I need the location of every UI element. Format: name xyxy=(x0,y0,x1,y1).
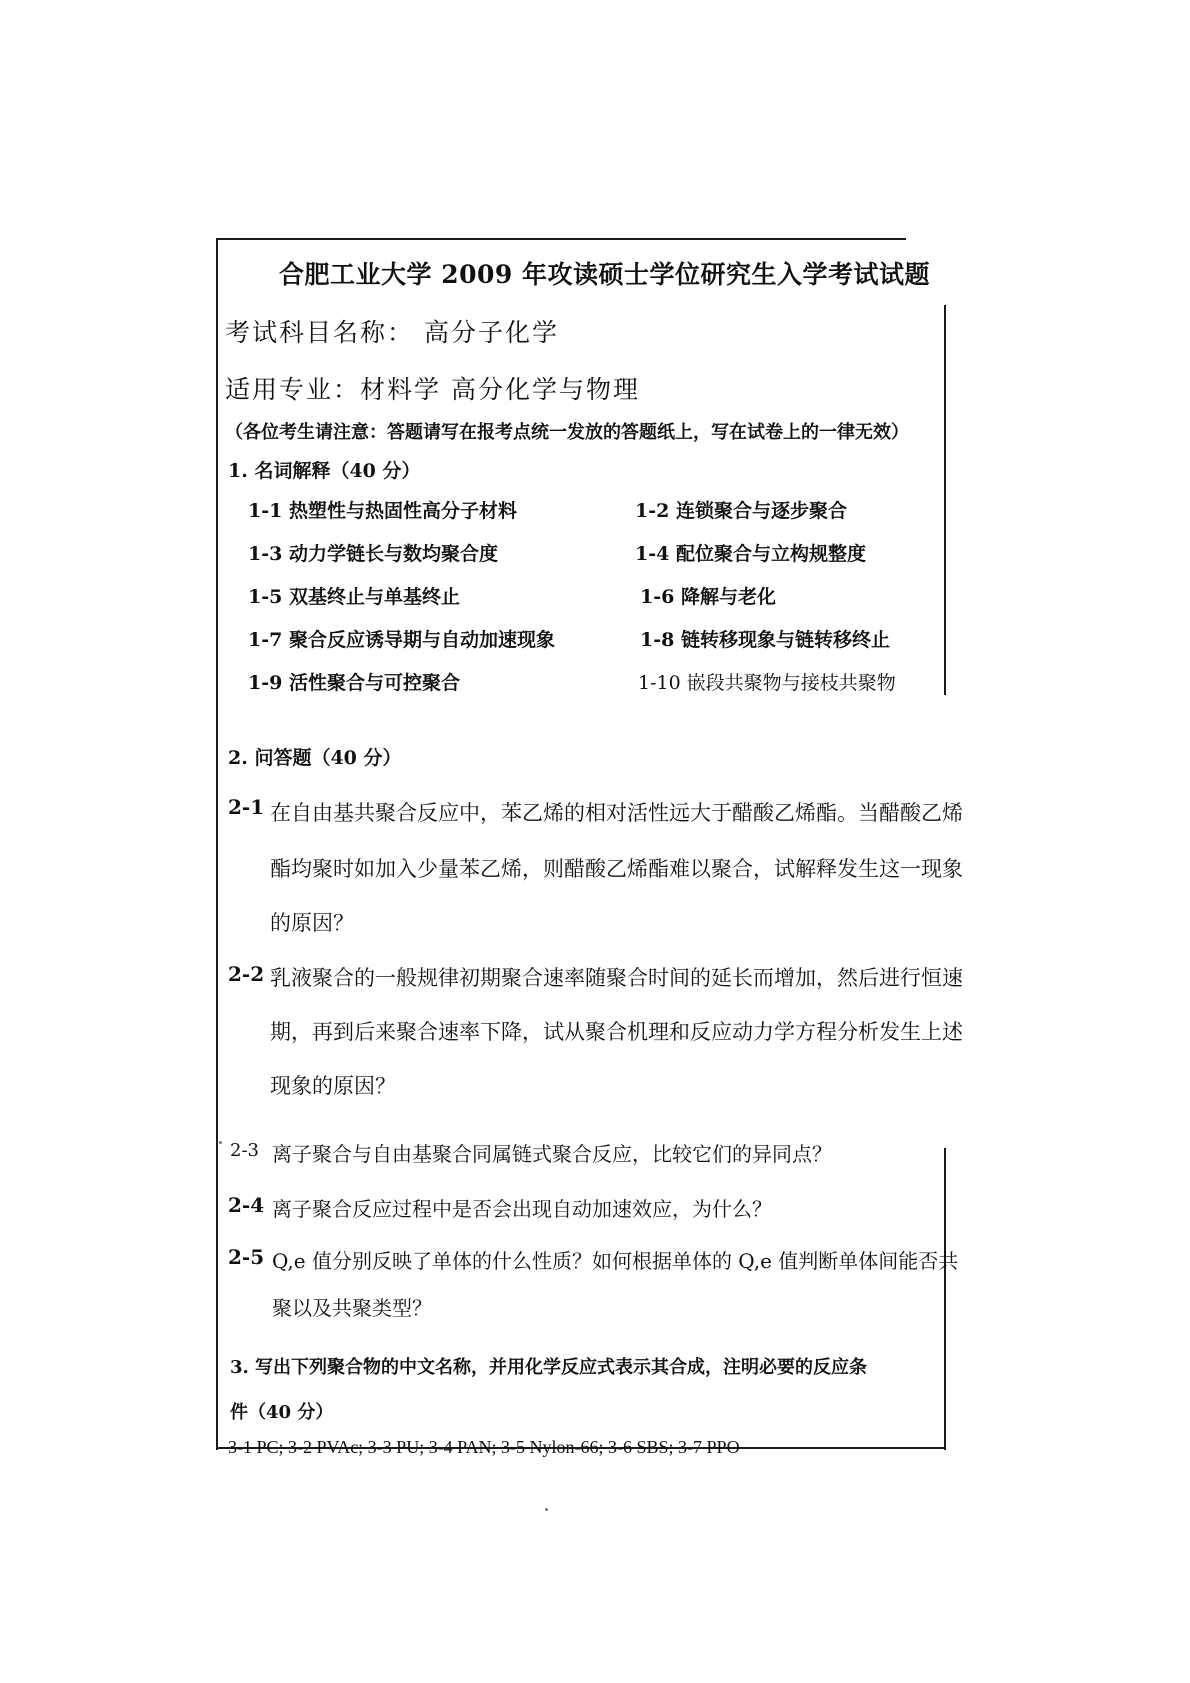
term-1-1: 1-1 热塑性与热固性高分子材料 xyxy=(248,500,517,522)
term-1-10: 1-10 嵌段共聚物与接枝共聚物 xyxy=(638,672,896,694)
question-2-1-number: 2-1 xyxy=(228,795,265,819)
section1-heading: 1. 名词解释（40 分） xyxy=(228,460,421,482)
question-2-1-line: 酯均聚时如加入少量苯乙烯，则醋酸乙烯酯难以聚合，试解释发生这一现象 xyxy=(270,857,963,881)
left-border-rule xyxy=(216,238,218,1450)
term-1-7: 1-7 聚合反应诱导期与自动加速现象 xyxy=(248,629,555,651)
top-border-rule xyxy=(216,238,906,240)
major-line: 适用专业：材料学 高分化学与物理 xyxy=(225,375,640,404)
question-2-2-number: 2-2 xyxy=(228,962,265,986)
question-2-2-line: 期，再到后来聚合速率下降，试从聚合机理和反应动力学方程分析发生上述 xyxy=(270,1020,963,1044)
question-2-3-number: 2-3 xyxy=(230,1140,259,1161)
question-2-5-number: 2-5 xyxy=(228,1245,265,1269)
term-1-4: 1-4 配位聚合与立构规整度 xyxy=(635,543,866,565)
term-1-6: 1-6 降解与老化 xyxy=(640,586,776,608)
question-2-4-line: 离子聚合反应过程中是否会出现自动加速效应，为什么？ xyxy=(272,1197,772,1221)
question-2-2-line: 乳液聚合的一般规律初期聚合速率随聚合时间的延长而增加，然后进行恒速 xyxy=(270,966,963,990)
question-2-4-number: 2-4 xyxy=(228,1193,265,1217)
question-2-3-line: 离子聚合与自由基聚合同属链式聚合反应，比较它们的异同点？ xyxy=(272,1142,832,1166)
right-border-rule-lower xyxy=(944,1148,946,1450)
question-2-2-line: 现象的原因？ xyxy=(270,1074,396,1098)
exam-title: 合肥工业大学 2009 年攻读硕士学位研究生入学考试试题 xyxy=(279,260,930,289)
term-1-9: 1-9 活性聚合与可控聚合 xyxy=(248,672,460,694)
question-2-5-line: 聚以及共聚类型？ xyxy=(272,1296,432,1320)
term-1-2: 1-2 连锁聚合与逐步聚合 xyxy=(635,500,847,522)
section2-heading: 2. 问答题（40 分） xyxy=(228,747,402,769)
right-border-rule-upper xyxy=(944,305,946,695)
section3-heading-cont: 件（40 分） xyxy=(230,1402,334,1423)
answer-notice: （各位考生请注意：答题请写在报考点统一发放的答题纸上，写在试卷上的一律无效） xyxy=(225,422,909,443)
question-2-5-line: Q,e 值分别反映了单体的什么性质？如何根据单体的 Q,e 值判断单体间能否共 xyxy=(272,1249,959,1273)
question-2-1-line: 在自由基共聚合反应中，苯乙烯的相对活性远大于醋酸乙烯酯。当醋酸乙烯 xyxy=(270,801,963,825)
scan-speck xyxy=(545,1508,548,1511)
subject-line: 考试科目名称： 高分子化学 xyxy=(225,318,559,347)
question-2-1-line: 的原因？ xyxy=(270,911,354,935)
polymer-list: 3-1 PC; 3-2 PVAc; 3-3 PU; 3-4 PAN; 3-5 Nylon-66; 3-6 SBS; 3-7 PPO xyxy=(228,1437,740,1457)
term-1-3: 1-3 动力学链长与数均聚合度 xyxy=(248,543,498,565)
scan-speck xyxy=(219,1141,222,1144)
section3-heading: 3. 写出下列聚合物的中文名称，并用化学反应式表示其合成，注明必要的反应条 xyxy=(230,1357,868,1378)
term-1-5: 1-5 双基终止与单基终止 xyxy=(248,586,460,608)
term-1-8: 1-8 链转移现象与链转移终止 xyxy=(640,629,890,651)
